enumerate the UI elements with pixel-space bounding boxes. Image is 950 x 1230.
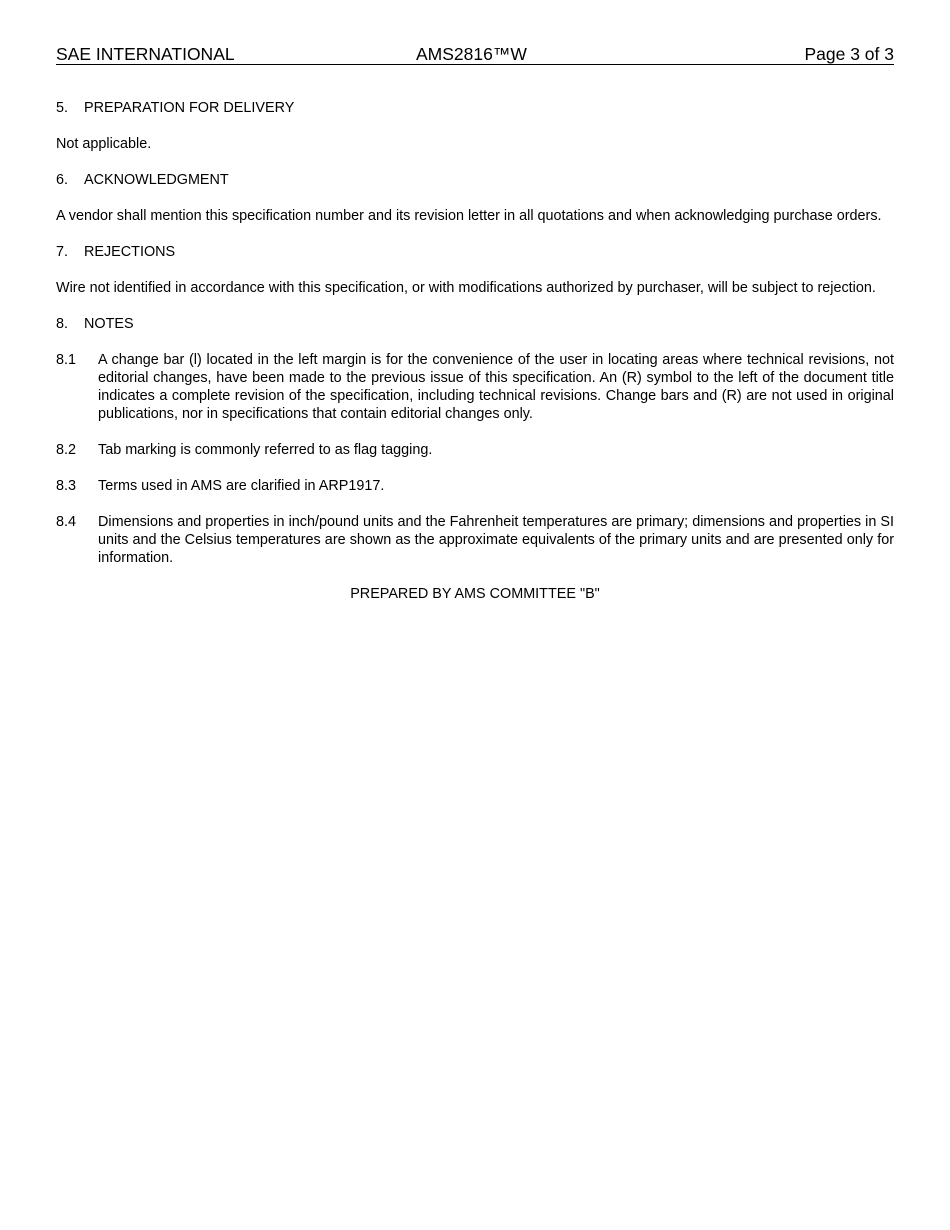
note-text: Dimensions and properties in inch/pound units and the Fahrenheit temperatures are primary; dimensions and properties in SI units and the Celsius temperatures are shown as the approximate equivalents of the primary units and are presented only for information. — [98, 514, 894, 566]
section-6-number: 6. — [56, 172, 69, 188]
section-8-number: 8. — [56, 316, 69, 332]
note-text: A change bar (l) located in the left margin is for the convenience of the user in locating areas where technical revisions, not editorial changes, have been made to the previous issue of this specification. An (R) symbol to the left of the document title indicates a complete revision of the specification, including technical revisions. Change bars and (R) are not used in original publications, nor in specifications that contain editorial changes only. — [98, 352, 894, 422]
note-number: 8.3 — [56, 478, 77, 494]
note-8-4 — [56, 513, 894, 567]
header-page-number: Page 3 of 3 — [804, 44, 894, 64]
section-7-number: 7. — [56, 244, 69, 260]
header-document-id: AMS2816™W — [416, 44, 527, 64]
prepared-by-line: PREPARED BY AMS COMMITTEE "B" — [350, 586, 600, 602]
section-7-title: REJECTIONS — [84, 244, 176, 260]
section-6-heading — [56, 171, 894, 189]
page-header — [56, 44, 894, 65]
note-number: 8.1 — [56, 352, 77, 368]
header-organization: SAE INTERNATIONAL — [56, 44, 235, 64]
section-5-title: PREPARATION FOR DELIVERY — [84, 100, 295, 116]
note-8-1 — [56, 351, 894, 423]
note-number: 8.2 — [56, 442, 77, 458]
note-8-3 — [56, 477, 894, 495]
note-text: Tab marking is commonly referred to as flag tagging. — [98, 442, 433, 458]
section-7-body: Wire not identified in accordance with this specification, or with modifications authorized by purchaser, will be subject to rejection. — [56, 280, 876, 296]
section-7-heading — [56, 243, 894, 261]
section-5-heading — [56, 99, 894, 117]
section-6-body: A vendor shall mention this specification number and its revision letter in all quotations and when acknowledging purchase orders. — [56, 208, 882, 224]
section-8-heading — [56, 315, 894, 333]
section-6-title: ACKNOWLEDGMENT — [84, 172, 229, 188]
section-5-number: 5. — [56, 100, 69, 116]
note-text: Terms used in AMS are clarified in ARP1917. — [98, 478, 385, 494]
section-8-title: NOTES — [84, 316, 134, 332]
note-number: 8.4 — [56, 514, 77, 530]
note-8-2 — [56, 441, 894, 459]
page-content — [56, 99, 894, 603]
section-5-body: Not applicable. — [56, 136, 152, 152]
